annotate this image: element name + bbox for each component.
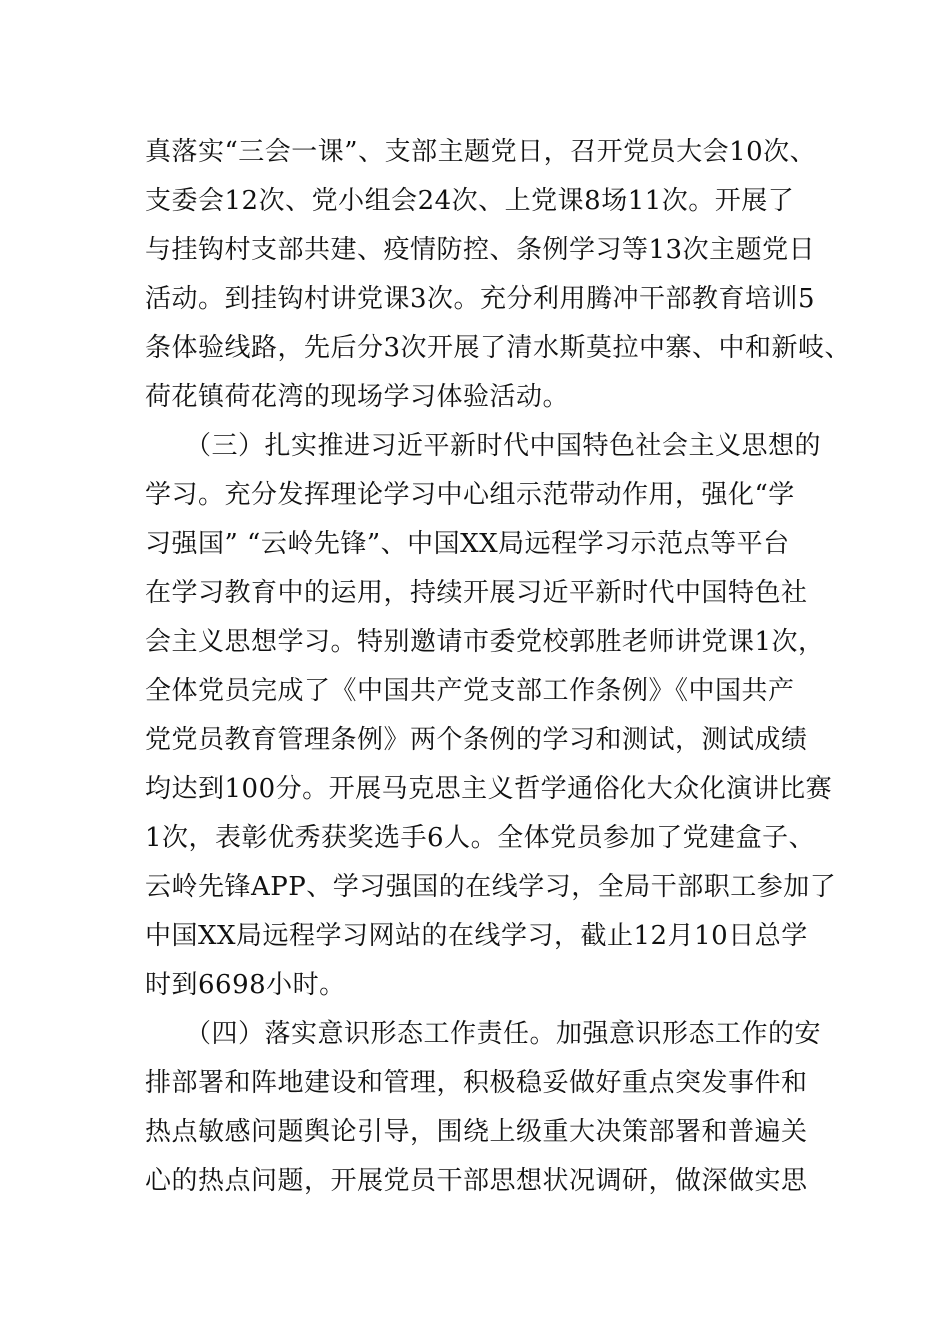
text-line: 中国XX局远程学习网站的在线学习，截止12月10日总学 bbox=[145, 921, 808, 951]
text-line: 心的热点问题，开展党员干部思想状况调研，做深做实思 bbox=[145, 1166, 808, 1196]
section-heading-line: （三）扎实推进习近平新时代中国特色社会主义思想的 bbox=[185, 431, 822, 461]
section-heading-line: （四）落实意识形态工作责任。加强意识形态工作的安 bbox=[185, 1019, 822, 1049]
text-line: 学习。充分发挥理论学习中心组示范带动作用，强化“学 bbox=[145, 480, 795, 510]
text-line: 与挂钩村支部共建、疫情防控、条例学习等13次主题党日 bbox=[145, 235, 816, 265]
text-line: 1次，表彰优秀获奖选手6人。全体党员参加了党建盒子、 bbox=[145, 823, 816, 853]
text-line: 活动。到挂钩村讲党课3次。充分利用腾冲干部教育培训5 bbox=[145, 284, 816, 314]
text-line: 在学习教育中的运用，持续开展习近平新时代中国特色社 bbox=[145, 578, 808, 608]
text-line: 热点敏感问题舆论引导，围绕上级重大决策部署和普遍关 bbox=[145, 1117, 808, 1147]
text-line: 条体验线路，先后分3次开展了清水斯莫拉中寨、中和新岐、 bbox=[145, 333, 852, 363]
text-line: 全体党员完成了《中国共产党支部工作条例》《中国共产 bbox=[145, 676, 795, 706]
text-line: 排部署和阵地建设和管理，积极稳妥做好重点突发事件和 bbox=[145, 1068, 808, 1098]
text-line: 党党员教育管理条例》两个条例的学习和测试，测试成绩 bbox=[145, 725, 808, 755]
text-line: 均达到100分。开展马克思主义哲学通俗化大众化演讲比赛 bbox=[145, 774, 833, 804]
text-line: 时到6698小时。 bbox=[145, 970, 346, 1000]
text-line: 真落实“三会一课”、支部主题党日，召开党员大会10次、 bbox=[145, 137, 817, 167]
text-line: 云岭先锋APP、学习强国的在线学习，全局干部职工参加了 bbox=[145, 872, 837, 902]
text-line: 会主义思想学习。特别邀请市委党校郭胜老师讲党课1次， bbox=[145, 627, 825, 657]
text-line: 荷花镇荷花湾的现场学习体验活动。 bbox=[145, 382, 570, 412]
text-line: 习强国” “云岭先锋”、中国XX局远程学习示范点等平台 bbox=[145, 529, 790, 559]
text-line: 支委会12次、党小组会24次、上党课8场11次。开展了 bbox=[145, 186, 795, 216]
